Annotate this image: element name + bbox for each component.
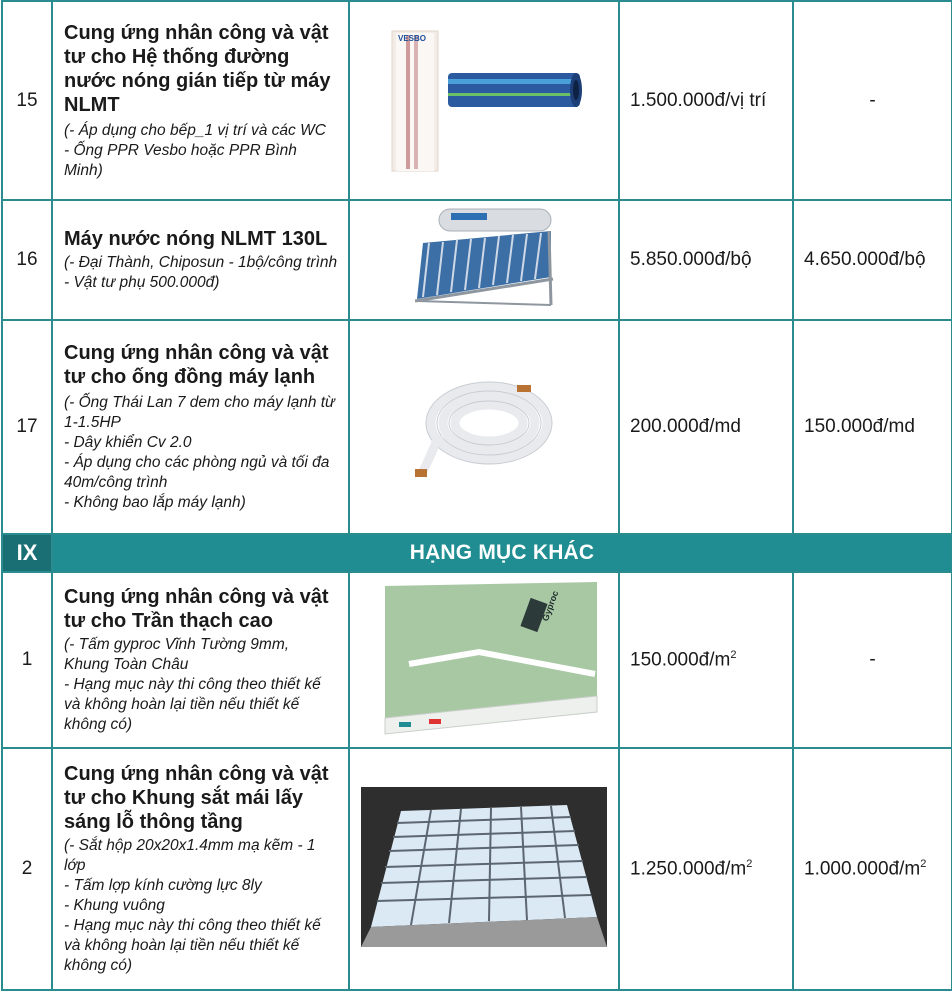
item-description	[52, 320, 349, 534]
table-row	[2, 1, 952, 200]
price-package-2	[793, 748, 952, 990]
ppr-pipe-image	[384, 23, 584, 173]
price-value: 150.000đ/m	[630, 649, 731, 671]
price-package-1: 200.000đ/md	[619, 320, 793, 534]
item-image-cell	[349, 200, 619, 320]
row-number: 2	[2, 748, 52, 990]
row-number: 15	[2, 1, 52, 200]
table-row	[2, 320, 952, 534]
item-image-cell	[349, 320, 619, 534]
row-number: 17	[2, 320, 52, 534]
price-package-2: 4.650.000đ/bộ	[793, 200, 952, 320]
item-notes: (- Tấm gyproc Vĩnh Tường 9mm, Khung Toàn Châu - Hạng mục này thi công theo thiết kế và không hoàn lại tiền nếu thiết kế không có)	[64, 636, 321, 733]
skylight-frame-image	[361, 787, 607, 947]
item-image-cell	[349, 572, 619, 748]
price-package-1	[619, 748, 793, 990]
price-package-1: 5.850.000đ/bộ	[619, 200, 793, 320]
price-package-1	[619, 572, 793, 748]
item-title: Cung ứng nhân công và vật tư cho Hệ thống đường nước nóng gián tiếp từ máy NLMT	[64, 21, 331, 116]
price-package-2: -	[793, 572, 952, 748]
item-image-cell	[349, 1, 619, 200]
superscript: 2	[920, 857, 927, 870]
superscript: 2	[746, 857, 753, 870]
item-title: Máy nước nóng NLMT 130L	[64, 228, 328, 250]
section-header	[2, 534, 952, 572]
section-title: HẠNG MỤC KHÁC	[52, 534, 952, 572]
row-number: 1	[2, 572, 52, 748]
item-notes: (- Áp dụng cho bếp_1 vị trí và các WC - Ống PPR Vesbo hoặc PPR Bình Minh)	[64, 121, 326, 179]
price-value: 1.250.000đ/m	[630, 858, 747, 880]
price-package-2: -	[793, 1, 952, 200]
price-value: 1.000.000đ/m	[804, 858, 921, 880]
price-table	[1, 0, 952, 991]
superscript: 2	[730, 648, 737, 661]
item-title: Cung ứng nhân công và vật tư cho ống đồng máy lạnh	[64, 342, 329, 388]
item-notes: (- Đại Thành, Chiposun - 1bộ/công trình - Vật tư phụ 500.000đ)	[64, 254, 338, 291]
item-description	[52, 748, 349, 990]
section-roman-numeral: IX	[2, 534, 52, 572]
item-title: Cung ứng nhân công và vật tư cho Khung sắt mái lấy sáng lỗ thông tầng	[64, 763, 329, 833]
table-row	[2, 748, 952, 990]
board-brand-label: Gyproc	[540, 588, 561, 622]
item-title: Cung ứng nhân công và vật tư cho Trần thạch cao	[64, 586, 329, 632]
price-package-1: 1.500.000đ/vị trí	[619, 1, 793, 200]
item-description	[52, 1, 349, 200]
gypsum-board-image	[369, 578, 599, 738]
table-row	[2, 200, 952, 320]
item-image-cell	[349, 748, 619, 990]
item-description	[52, 200, 349, 320]
copper-pipe-coil-image	[409, 365, 559, 485]
table-row	[2, 572, 952, 748]
pipe-brand-label: VESBO	[398, 34, 427, 43]
price-package-2: 150.000đ/md	[793, 320, 952, 534]
item-notes: (- Sắt hộp 20x20x1.4mm mạ kẽm - 1 lớp - Tấm lợp kính cường lực 8ly - Khung vuông - Hạng mục này thi công theo thiết kế và không hoàn lại tiền nếu thiết kế không có)	[64, 837, 321, 974]
row-number: 16	[2, 200, 52, 320]
item-notes: (- Ống Thái Lan 7 dem cho máy lạnh từ 1-1.5HP - Dây khiển Cv 2.0 - Áp dụng cho các phòng ngủ và tối đa 40m/công trình - Không bao lắp máy lạnh)	[64, 394, 335, 511]
item-description	[52, 572, 349, 748]
solar-water-heater-image	[409, 203, 559, 313]
